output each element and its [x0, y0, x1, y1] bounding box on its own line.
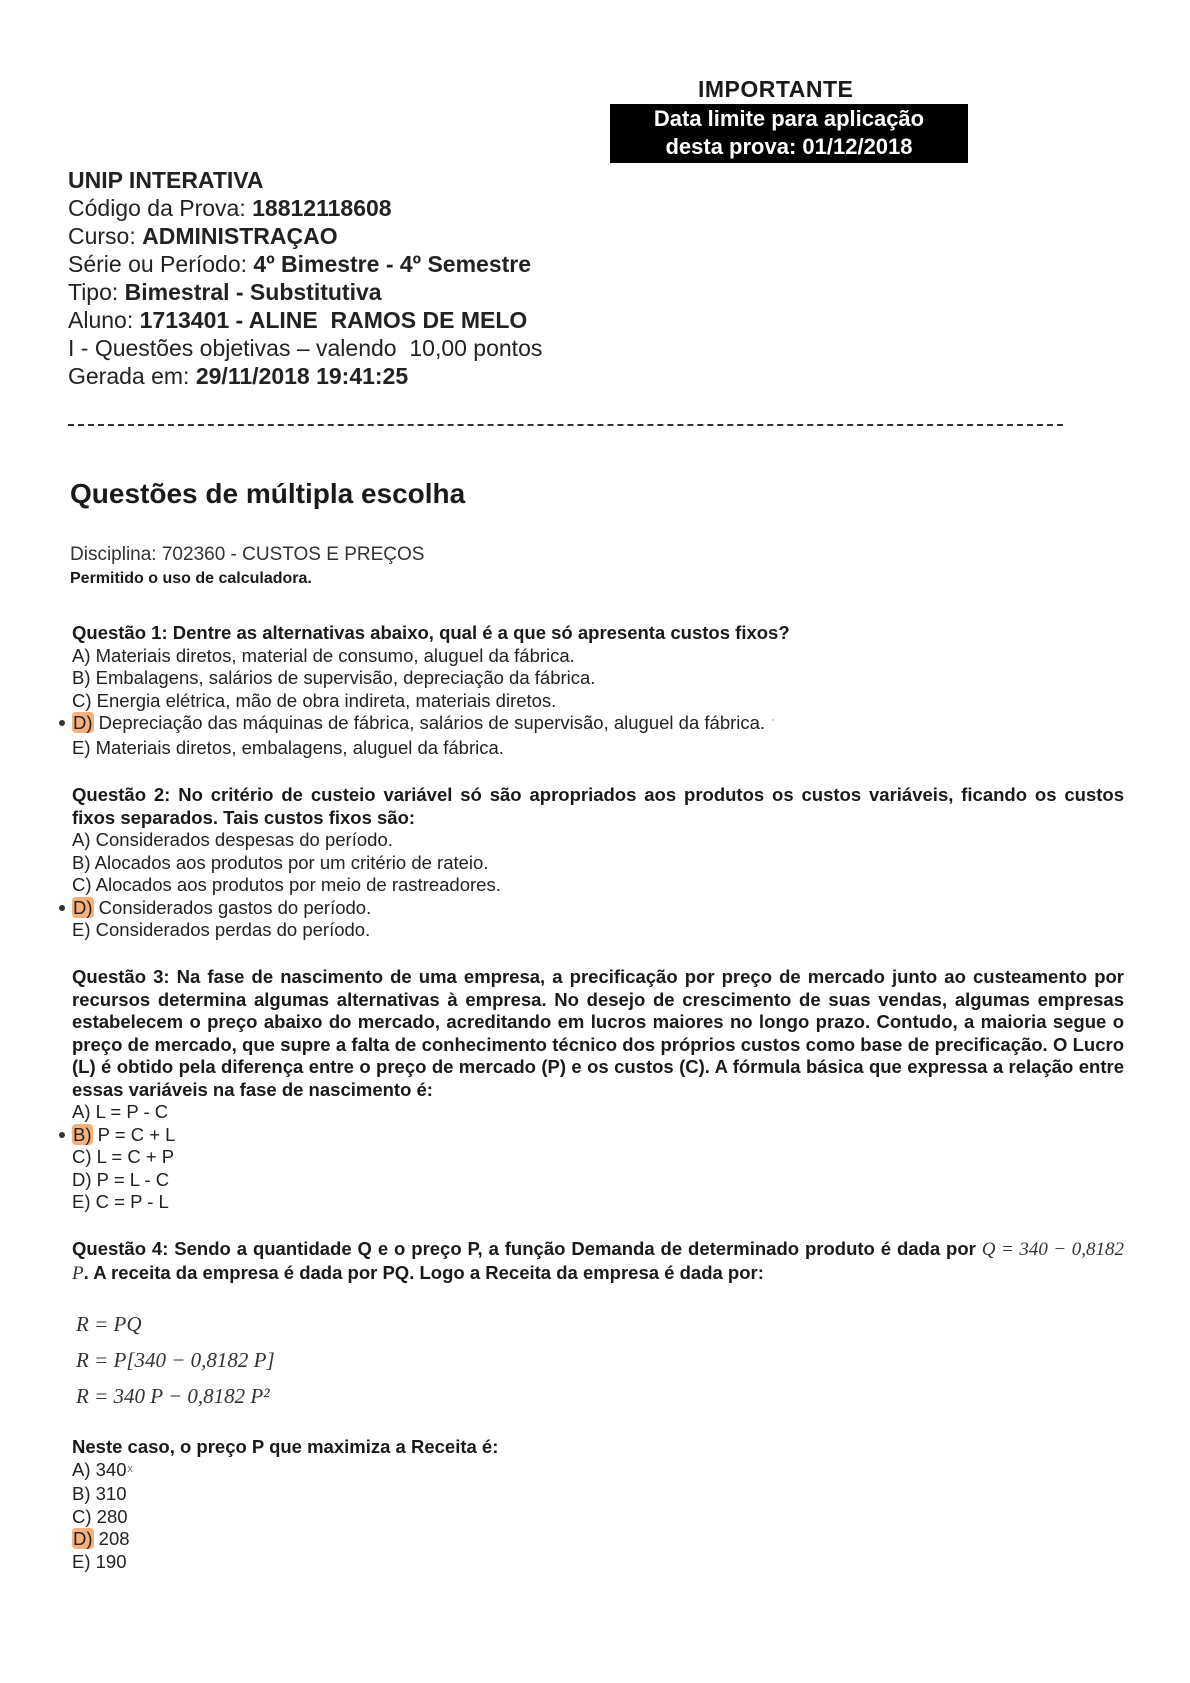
option-d-selected[interactable]: D) Depreciação das máquinas de fábrica, salários de supervisão, aluguel da fábrica. ˙ — [72, 712, 1124, 737]
question-prompt: Neste caso, o preço P que maximiza a Receita é: — [72, 1436, 499, 1457]
option-d-selected[interactable]: D) Considerados gastos do período. — [72, 897, 1124, 920]
option-d[interactable]: D) P = L - C — [72, 1168, 170, 1190]
selection-dot-icon — [59, 905, 65, 911]
important-title: IMPORTANTE — [698, 76, 854, 102]
answer-highlight: B) — [73, 1123, 92, 1145]
formula-2: R = P[340 − 0,8182 P] — [76, 1348, 275, 1372]
course — [68, 222, 542, 250]
generated-value: 29/11/2018 19:41:25 — [195, 363, 409, 389]
option-a[interactable]: A) Considerados despesas do período. — [72, 829, 393, 850]
option-c[interactable]: C) Energia elétrica, mão de obra indireta, materiais diretos. — [72, 689, 557, 711]
pen-mark-icon: ˙ — [771, 717, 776, 732]
questions-info: I - Questões objetivas – valendo 10,00 pontos — [68, 335, 543, 361]
option-e[interactable]: E) C = P - L — [72, 1191, 169, 1212]
question-4 — [72, 1238, 1124, 1285]
option-a[interactable]: A) 340ˣ — [72, 1458, 133, 1480]
formula-3: R = 340 P − 0,8182 P² — [76, 1384, 270, 1408]
exam-type-value: Bimestral - Substitutiva — [124, 279, 382, 305]
period-label: Série ou Período: — [68, 251, 248, 277]
question-2 — [72, 784, 1124, 942]
demand-formula: Q = 340 − 0,8182 P — [72, 1239, 1125, 1284]
student-label: Aluno: — [68, 307, 134, 333]
exam-type-label: Tipo: — [68, 279, 119, 305]
calculator-note: Permitido o uso de calculadora. — [70, 570, 312, 587]
course-value: ADMINISTRAÇAO — [142, 223, 338, 249]
period-value: 4º Bimestre - 4º Semestre — [253, 251, 532, 277]
student — [68, 306, 542, 334]
cross-mark-icon: ˣ — [127, 1462, 133, 1480]
answer-highlight: D) — [73, 712, 93, 733]
exam-code — [68, 194, 542, 222]
question-stem: Questão 3: Na fase de nascimento de uma empresa, a precificação por preço de mercado junto ao custeamento por recursos determina algumas alternativas à empresa. No desejo de crescimento de suas vendas, algumas empresas estabelecem o preço abaixo do mercado, acreditando em lucros maiores no longo prazo. Contudo, a maioria segue o preço de mercado, que supre a falta de conhecimento técnico dos próprios custos como base de precificação. O Lucro (L) é obtido pela diferença entre o preço de mercado (P) e os custos (C). A fórmula básica que expressa a relação entre essas variáveis na fase de nascimento é: — [72, 966, 1124, 1100]
stem-start: Questão 4: Sendo a quantidade Q e o preço P, a função Demanda de determinado produto é dada por — [72, 1238, 976, 1259]
question-stem — [72, 1238, 1124, 1285]
option-a[interactable]: A) L = P - C — [72, 1101, 169, 1122]
exam-type — [68, 278, 542, 306]
period — [68, 250, 542, 278]
stem-end: . A receita da empresa é dada por PQ. Logo a Receita da empresa é dada por: — [83, 1261, 764, 1283]
formula-1: R = PQ — [76, 1312, 142, 1336]
question-3 — [72, 966, 1124, 1214]
option-e[interactable]: E) Materiais diretos, embalagens, aluguel da fábrica. — [72, 736, 504, 758]
section-title: Questões de múltipla escolha — [70, 478, 466, 509]
option-c[interactable]: C) 280 — [72, 1505, 128, 1527]
question-stem: Questão 1: Dentre as alternativas abaixo, qual é a que só apresenta custos fixos? — [72, 622, 790, 643]
deadline-line-1: Data limite para aplicação — [653, 106, 925, 131]
deadline-line-2: desta prova: 01/12/2018 — [665, 134, 913, 159]
option-b[interactable]: B) Embalagens, salários de supervisão, depreciação da fábrica. — [72, 667, 596, 688]
answer-highlight: D) — [73, 896, 93, 918]
exam-code-label: Código da Prova: — [68, 195, 246, 221]
course-label: Curso: — [68, 223, 136, 249]
institution: UNIP INTERATIVA — [68, 167, 264, 193]
generated-label: Gerada em: — [68, 363, 190, 389]
question-1 — [72, 622, 1124, 759]
option-c[interactable]: C) L = C + P — [72, 1146, 175, 1167]
question-4-options — [72, 1436, 1124, 1573]
option-e[interactable]: E) 190 — [72, 1550, 127, 1572]
deadline-box — [610, 104, 968, 163]
option-d-selected[interactable]: D) 208 — [73, 1528, 130, 1549]
option-b[interactable]: B) Alocados aos produtos por um critério de rateio. — [72, 851, 489, 873]
option-c[interactable]: C) Alocados aos produtos por meio de rastreadores. — [72, 874, 501, 895]
discipline: Disciplina: 702360 - CUSTOS E PREÇOS — [70, 544, 425, 565]
option-b-selected[interactable]: B) P = C + L — [72, 1124, 1124, 1147]
question-stem: Questão 2: No critério de custeio variável só são apropriados aos produtos os custos variáveis, ficando os custos fixos separados. Tais custos fixos são: — [72, 784, 1124, 828]
selection-dot-icon — [59, 720, 65, 726]
selection-dot-icon — [59, 1132, 65, 1138]
option-a[interactable]: A) Materiais diretos, material de consumo, aluguel da fábrica. — [72, 644, 575, 666]
exam-code-value: 18812118608 — [252, 195, 392, 221]
student-value: 1713401 - ALINE RAMOS DE MELO — [139, 307, 528, 333]
option-b[interactable]: B) 310 — [72, 1483, 127, 1504]
answer-highlight: D) — [73, 1528, 93, 1549]
exam-header — [68, 166, 542, 390]
option-e[interactable]: E) Considerados perdas do período. — [72, 919, 371, 940]
generated — [68, 362, 542, 390]
dashed-divider — [68, 424, 1063, 426]
